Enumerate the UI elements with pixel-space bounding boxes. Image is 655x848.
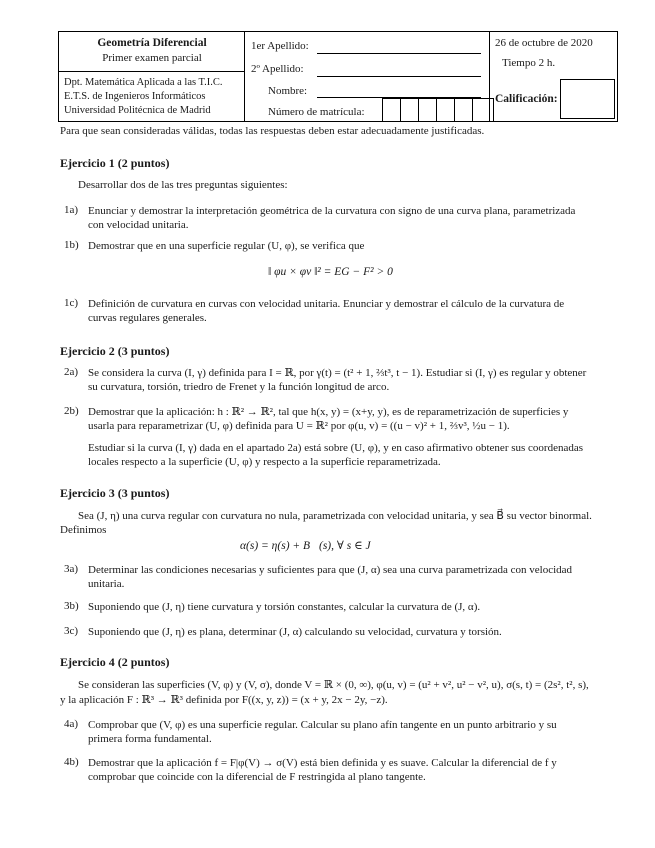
ex3b-label: 3b)	[64, 600, 79, 612]
ex4-title: Ejercicio 4 (2 puntos)	[60, 655, 170, 669]
surname1-field[interactable]	[317, 53, 481, 54]
exam-time: Tiempo 2 h.	[502, 57, 556, 69]
grade-box[interactable]	[560, 79, 615, 119]
ex2b-text-1: Demostrar que la aplicación: h : ℝ² → ℝ², tal que h(x, y) = (x+y, y), es de reparametrización de superficies y usarla para reparametrizar (U, φ) definida para U = ℝ² por φ(u, v) = ((u − v)² + 1, ⅔v³, ½u − 1).	[88, 406, 569, 432]
ex1-title: Ejercicio 1 (2 puntos)	[60, 156, 170, 170]
ex1a-label: 1a)	[64, 204, 79, 216]
exam-name: Primer examen parcial	[102, 52, 202, 64]
matricula-label: Número de matrícula:	[268, 106, 365, 118]
dept-line-2: E.T.S. de Ingenieros Informáticos	[64, 91, 206, 102]
ex3-formula: α(s) = η(s) + B⃗(s), ∀ s ∈ J	[240, 540, 371, 552]
ex4-intro: Se consideran las superficies (V, φ) y (V, σ), donde V = ℝ × (0, ∞), φ(u, v) = (u² + v², u² − v², u), σ(s, t) = (2s², t², s), y la aplicación F : ℝ³ → ℝ³ definida por F((x, y, z)) = (x + y, 2x − 2y, −z).	[60, 679, 589, 706]
ex3-intro: Sea (J, η) una curva regular con curvatura no nula, parametrizada con velocidad unitaria, y sea B⃗ su vector binormal. Definimos	[60, 510, 592, 536]
ex3b-text: Suponiendo que (J, η) tiene curvatura y torsión constantes, calcular la curvatura de (J, α).	[88, 601, 481, 613]
name-label: Nombre:	[268, 85, 308, 97]
ex1b-label: 1b)	[64, 239, 79, 251]
ex4b-text: Demostrar que la aplicación f = F|φ(V) → σ(V) está bien definida y es suave. Calcular la diferencial de f y comprobar que coincide con la diferencial de F restringida al plano tangente.	[88, 757, 557, 783]
ex1c-label: 1c)	[64, 297, 79, 309]
ex1a-text: Enunciar y demostrar la interpretación geométrica de la curvatura con signo de una curva plana, parametrizada con velocidad unitaria.	[88, 205, 576, 231]
surname2-field[interactable]	[317, 76, 481, 77]
surname2-label: 2º Apellido:	[251, 63, 304, 75]
ex2a-text: Se considera la curva (I, γ) definida para I = ℝ, por γ(t) = (t² + 1, ⅔t³, t − 1). Estudiar si (I, γ) es regular y obtener su curvatura, torsión, triedro de Frenet y la función longitud de arco.	[88, 367, 587, 393]
ex2a-label: 2a)	[64, 366, 79, 378]
ex3a-text: Determinar las condiciones necesarias y suficientes para que (J, α) sea una curva parametrizada con velocidad unitaria.	[88, 564, 573, 590]
ex2b-text-2: Estudiar si la curva (I, γ) dada en el apartado 2a) está sobre (U, φ), y en caso afirmativo obtener sus coordenadas locales respecto a la superficie (U, φ) y respecto a la superficie reparametrizada.	[88, 442, 584, 468]
ex4a-text: Comprobar que (V, φ) es una superficie regular. Calcular su plano afín tangente en un punto arbitrario y su primera forma fundamental.	[88, 719, 557, 745]
ex4b-label: 4b)	[64, 756, 79, 768]
course-title: Geometría Diferencial	[97, 37, 207, 49]
exam-date: 26 de octubre de 2020	[495, 37, 593, 49]
instructions: Para que sean consideradas válidas, todas las respuestas deben estar adecuadamente justificadas.	[60, 125, 485, 137]
ex3a-label: 3a)	[64, 563, 79, 575]
ex4a-label: 4a)	[64, 718, 79, 730]
ex1-intro: Desarrollar dos de las tres preguntas siguientes:	[78, 179, 288, 191]
ex3c-label: 3c)	[64, 625, 79, 637]
ex1c-text: Definición de curvatura en curvas con velocidad unitaria. Enunciar y demostrar el cálculo de la curvatura de curvas regulares generales.	[88, 298, 565, 324]
grade-label: Calificación:	[495, 93, 558, 105]
dept-line-3: Universidad Politécnica de Madrid	[64, 105, 211, 116]
ex1b-formula: ‖ φu × φv ‖² = EG − F² > 0	[268, 266, 393, 278]
ex3-title: Ejercicio 3 (3 puntos)	[60, 486, 170, 500]
ex1b-text: Demostrar que en una superficie regular (U, φ), se verifica que	[88, 240, 365, 252]
ex2b-label: 2b)	[64, 405, 79, 417]
surname1-label: 1er Apellido:	[251, 40, 309, 52]
dept-line-1: Dpt. Matemática Aplicada a las T.I.C.	[64, 77, 223, 88]
ex3c-text: Suponiendo que (J, η) es plana, determinar (J, α) calculando su velocidad, curvatura y torsión.	[88, 626, 502, 638]
ex2-title: Ejercicio 2 (3 puntos)	[60, 344, 170, 358]
